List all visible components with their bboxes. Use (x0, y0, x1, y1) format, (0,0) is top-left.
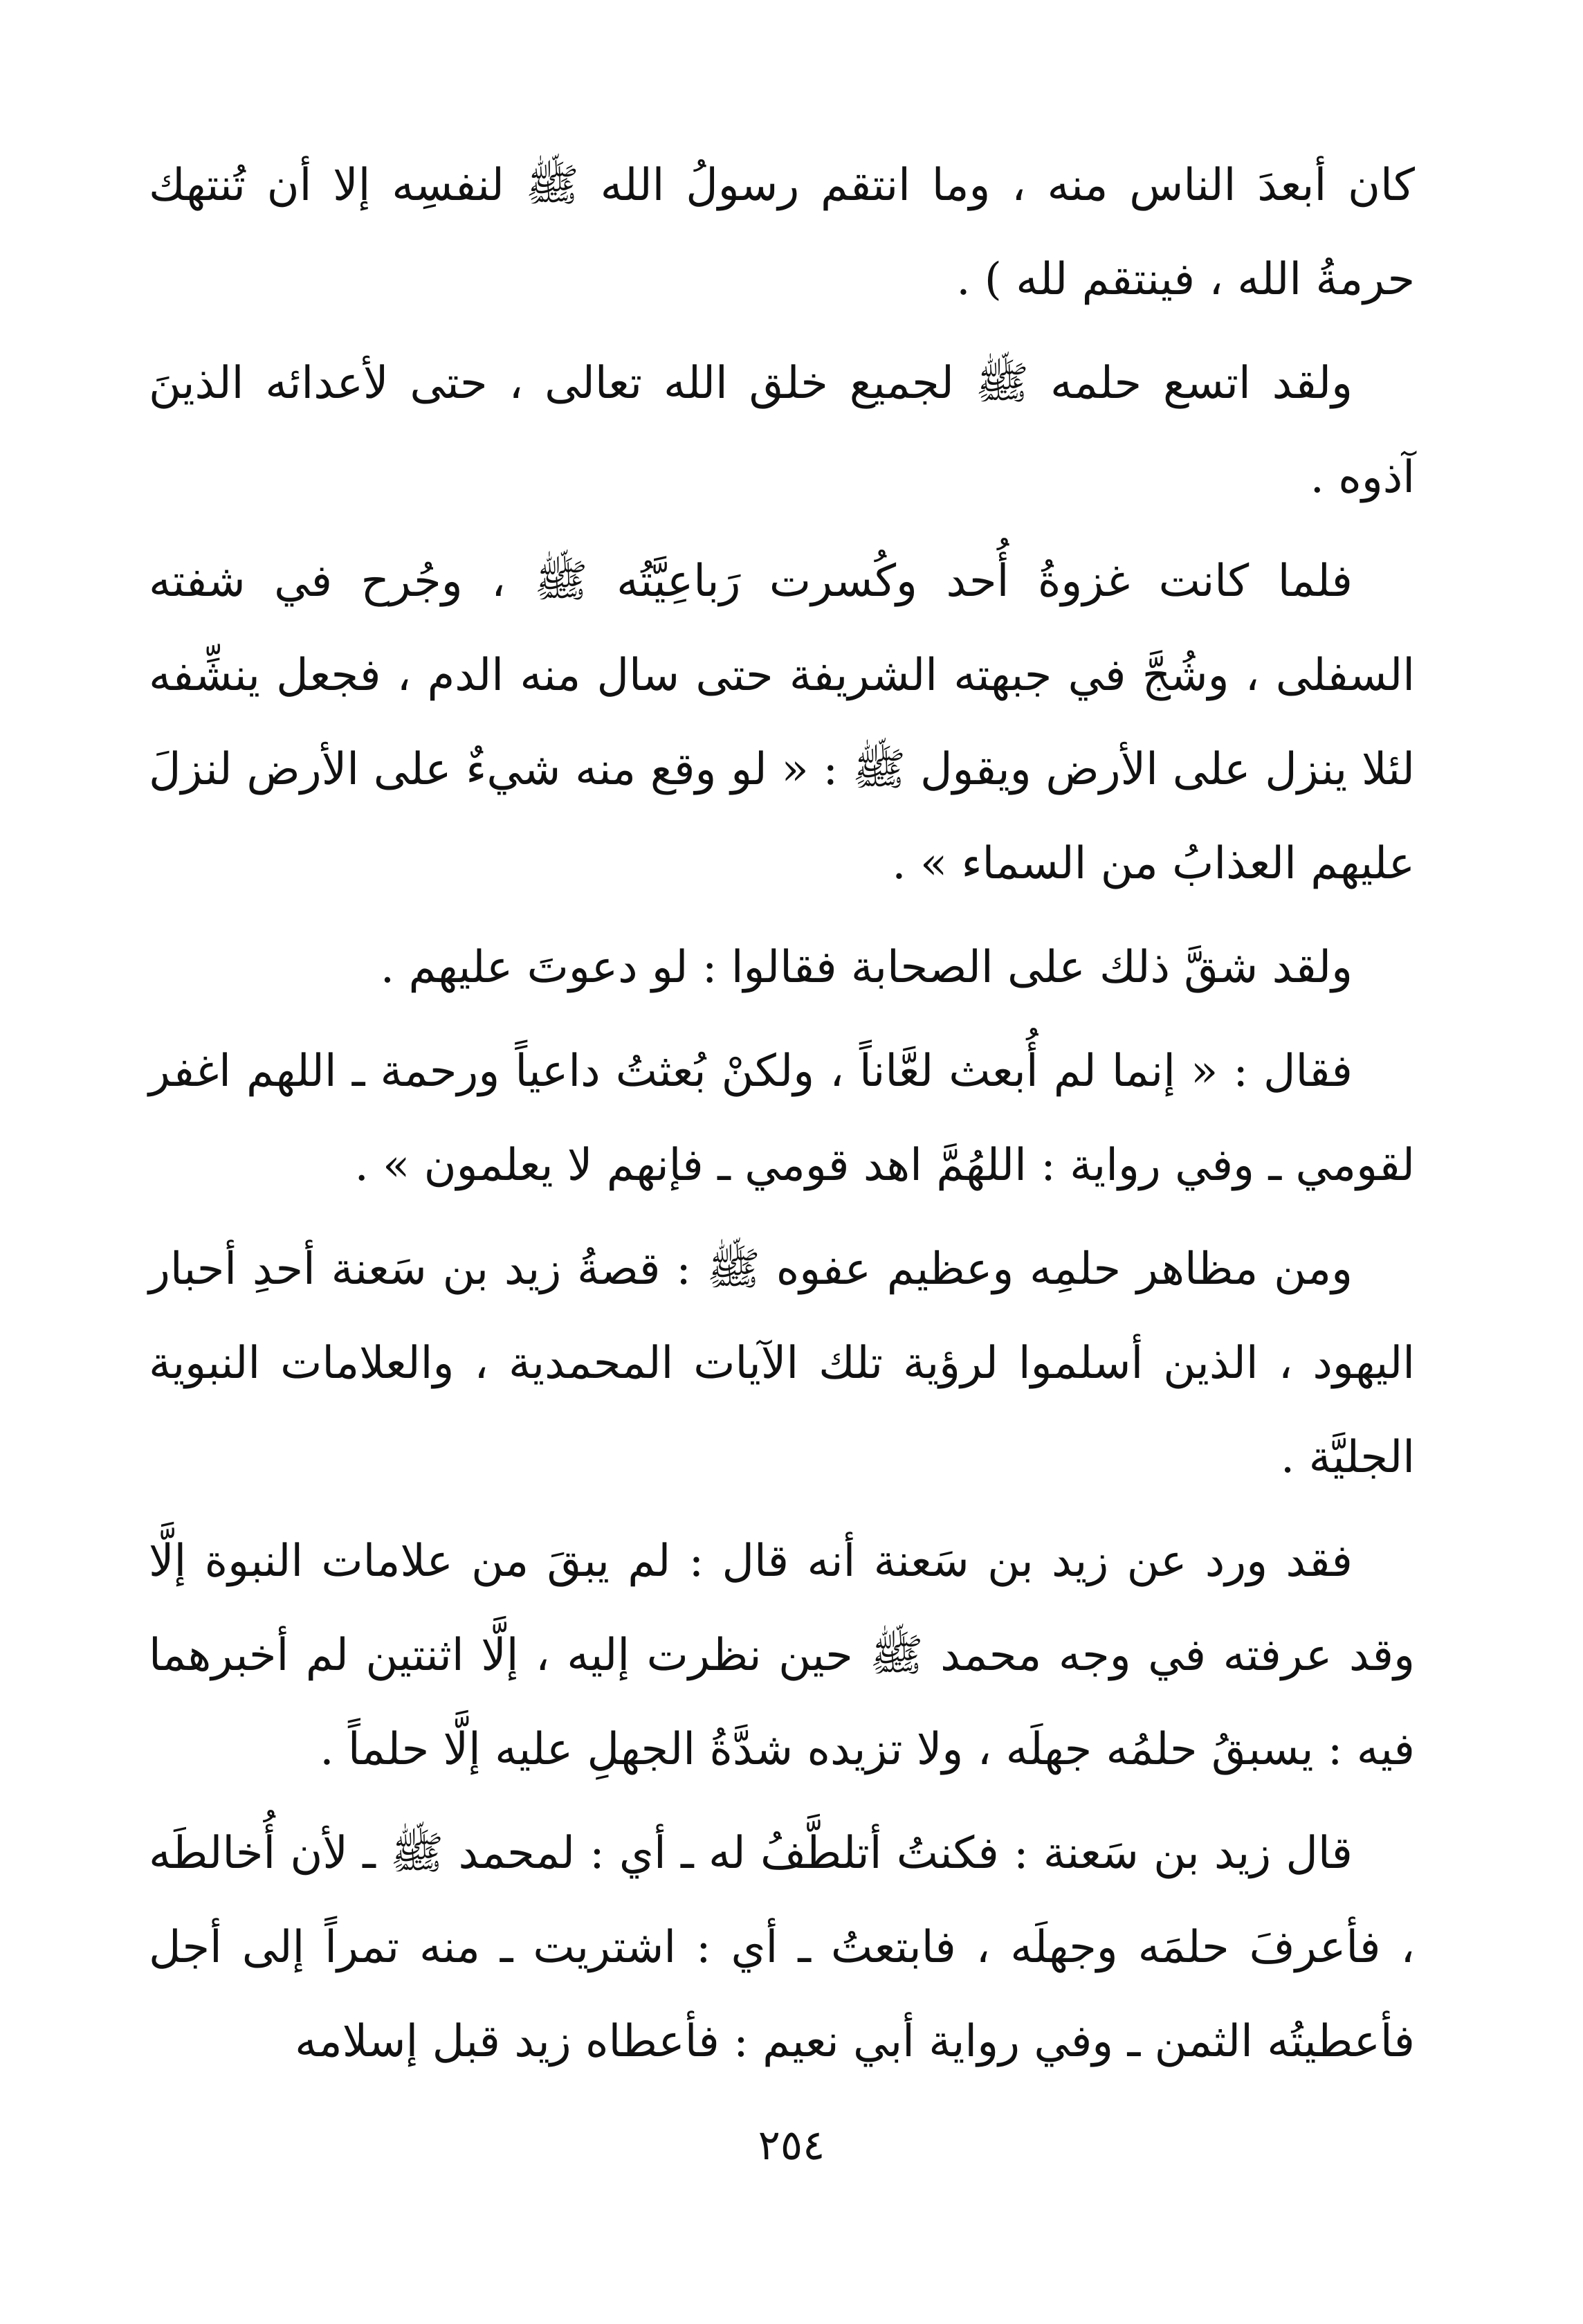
paragraph-1: كان أبعدَ الناس منه ، وما انتقم رسولُ الله ﷺ لنفسِه إلا أن تُنتهك حرمةُ الله ، فينتقم لله ) . (149, 160, 1415, 305)
paragraph-6: ومن مظاهر حلمِه وعظيم عفوه ﷺ : قصةُ زيد بن سَعنة أحدِ أحبار اليهود ، الذين أسلموا لرؤية تلك الآيات المحمدية ، والعلامات النبوية الجليَّة . (149, 1244, 1416, 1483)
page-number: ٢٥٤ (758, 2121, 825, 2170)
body-text (149, 138, 1415, 2098)
paragraph-4: ولقد شقَّ ذلك على الصحابة فقالوا : لو دعوتَ عليهم . (380, 942, 1353, 993)
paragraph-5: فقال : « إنما لم أُبعث لعَّاناً ، ولكنْ بُعثتُ داعياً ورحمة ـ اللهم اغفر لقومي ـ وفي رواية : اللهُمَّ اهد قومي ـ فإنهم لا يعلمون » . (149, 1046, 1415, 1191)
paragraph-2: ولقد اتسع حلمه ﷺ لجميع خلق الله تعالى ، حتى لأعدائه الذينَ آذوه . (149, 358, 1415, 503)
paragraph-3: فلما كانت غزوةُ أُحد وكُسرت رَباعِيَّتُه ﷺ ، وجُرح في شفته السفلى ، وشُجَّ في جبهته الشريفة حتى سال منه الدم ، فجعل ينشِّفه لئلا ينزل على الأرض ويقول ﷺ : « لو وقع منه شيءٌ على الأرض لنزلَ عليهم العذابُ من السماء » . (149, 556, 1415, 889)
paragraph-7: فقد ورد عن زيد بن سَعنة أنه قال : لم يبقَ من علامات النبوة إلَّا وقد عرفته في وجه محمد ﷺ حين نظرت إليه ، إلَّا اثنتين لم أخبرهما فيه : يسبقُ حلمُه جهلَه ، ولا تزيده شدَّةُ الجهلِ عليه إلَّا حلماً . (149, 1536, 1415, 1775)
paragraph-8: قال زيد بن سَعنة : فكنتُ أتلطَّفُ له ـ أي : لمحمد ﷺ ـ لأن أُخالطَه ، فأعرفَ حلمَه وجهلَه ، فابتعتُ ـ أي : اشتريت ـ منه تمراً إلى أجل فأعطيتُه الثمن ـ وفي رواية أبي نعيم : فأعطاه زيد قبل إسلامه (149, 1828, 1415, 2067)
